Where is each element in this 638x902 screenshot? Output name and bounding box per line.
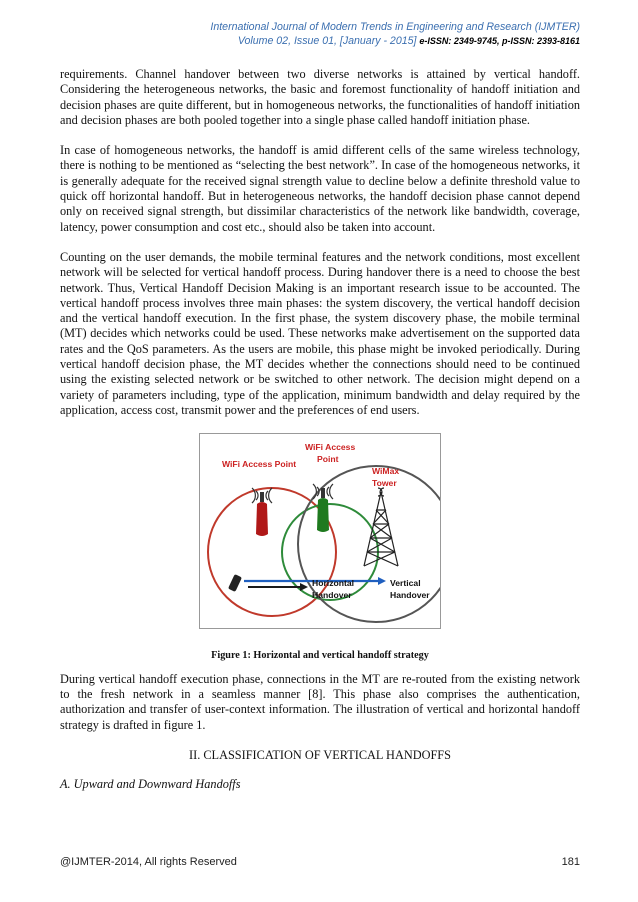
paragraph-1: requirements. Channel handover between two diverse networks is attained by vertical handoff. Considering the heterogeneous networks, the basic and foremost functionality of handoff initiation and decision phases are quite different, but in homogeneous networks, the functionalities of handoff initiation and decision phases are both pooled together into a single phase called handoff initiation phase. [60,67,580,127]
handoff-diagram [199,433,441,629]
journal-volume: Volume 02, Issue 01, [January - 2015] [237,35,417,47]
article-body [60,67,580,793]
figure-1 [60,433,580,663]
access-point-red-icon [252,488,272,536]
wimax-tower-icon [364,488,398,566]
footer-copyright: @IJMTER-2014, All rights Reserved [60,856,237,868]
paragraph-4: During vertical handoff execution phase, connections in the MT are re-routed from the existing network to the fresh network in a seamless manner [8]. This phase also comprises the authentication, authorization and transfer of user-context information. The illustration of vertical and horizontal handoff strategy is drafted in figure 1. [60,671,580,732]
journal-header [210,20,580,48]
page-footer [60,856,580,868]
label-horizontal-line1: Horizontal [312,578,355,589]
label-wifi-ap-2-line2: Point [317,454,339,465]
mobile-terminal-icon [228,574,242,592]
label-wifi-ap-1: WiFi Access Point [222,459,297,470]
label-wimax-line1: WiMax [372,466,400,477]
label-vertical-line2: Handover [390,590,430,601]
journal-title: International Journal of Modern Trends in Engineering and Research (IJMTER) [210,21,580,33]
figure-caption: Figure 1: Horizontal and vertical handoff strategy [211,649,429,661]
journal-volume-line [210,34,580,48]
label-wimax-line2: Tower [372,478,397,489]
label-wifi-ap-2-line1: WiFi Access [305,442,356,453]
label-vertical-line1: Vertical [390,578,421,589]
section-title: II. CLASSIFICATION OF VERTICAL HANDOFFS [189,748,451,763]
subsection-title: A. Upward and Downward Handoffs [60,777,241,792]
footer-page-number: 181 [561,856,580,868]
paragraph-3: Counting on the user demands, the mobile terminal features and the network conditions, most excellent network will be selected for vertical handoff process. During handover there is a need to choose the best network. Thus, Vertical Handoff Decision Making is an important research issue to be accounted. The vertical handoff process involves three main phases: the system discovery, the vertical handoff decision and the vertical handoff execution. In the first phase, the system discovery phase, the mobile terminal (MT) decides which networks could be used. These networks make advertisement on the supported data rates and the QoS parameters. As the users are mobile, this phase might be invoked periodically. During vertical handoff decision phase, the MT decides whether the connections should need to be continued using the existing selected network or be switched to other network. The decision might depend on a variety of parameters including, type of the application, minimum bandwidth and delay required by the application, access cost, transmit power and the preferences of end users. [60,249,580,417]
journal-issn: e-ISSN: 2349-9745, p-ISSN: 2393-8161 [419,36,580,46]
paragraph-2: In case of homogeneous networks, the handoff is amid different cells of the same wireless technology, there is nothing to be mentioned as “selecting the best network”. In case of the homogeneous networks, it is generally adequate for the received signal strength value to decline below a definite threshold value to quick off horizontal handoff. But in heterogeneous networks, the handoff decision phase cannot depend only on received signal strength, but dissimilar characteristics of the network like bandwidth, coverage, latency, power consumption and cost etc., should also be taken into account. [60,143,580,234]
label-horizontal-line2: Handover [312,590,352,601]
